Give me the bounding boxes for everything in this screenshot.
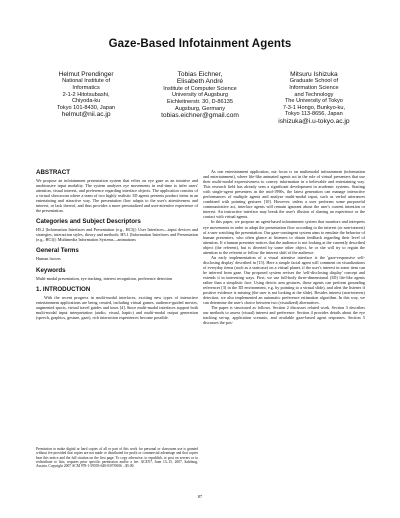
affiliation-line: Graduate School of xyxy=(289,78,338,85)
body-paragraph: An early implementation of a visual attentive interface is the 'gaze-responsive self-disclosing display' described in [15]. Here a simple facial agent will comment on visualizations of everyday items (such as a staircase) on a virtual planet, if the user's interest in some item can be inferred from gaze. Our proposed system revises the 'self-disclosing display' concept and extends it in interesting ways. First, we use full-body three-dimensional (3D) life-like agents rather than a simplistic face. Using deictic arm gestures, those agents can perform grounding references [3] in the 3D environment, e.g. by pointing to a virtual slide), and alert the listener if positive evidence is missing (the user is not looking at the slide). Besides interest (non-interest) detection, we also implemented an automatic preference estimation algorithm. In this way, we can determine the user's choice between two (visualized) alternatives. xyxy=(203,254,365,306)
affiliation-line: National Institute of xyxy=(62,78,111,85)
general-terms-heading: General Terms xyxy=(36,247,79,255)
author-block xyxy=(30,71,370,125)
introduction-heading: 1. INTRODUCTION xyxy=(36,285,91,293)
author-email: helmut@nii.ac.jp xyxy=(61,111,111,119)
body-paragraph: The paper is structured as follows. Section 2 discusses related work. Section 3 describes our methods to assess (visual) interest and preference. Section 4 provides details about the eye tracking set-up, application scenario, and available gaze-based agent responses. Section 5 discusses the pos- xyxy=(203,305,365,326)
page-number: 87 xyxy=(197,494,203,499)
affiliation-line: 7-3-1 Hongo, Bunkyo-ku, xyxy=(282,104,345,111)
left-column xyxy=(36,169,198,320)
affiliation-line: Informatics xyxy=(72,85,100,91)
affiliation-line: 2-1-2 Hitotsubashi, xyxy=(62,91,110,98)
affiliation-line: Chiyoda-ku xyxy=(71,98,101,105)
author-email: tobias.eichner@gmail.com xyxy=(161,112,239,120)
author-name: Mitsuru Ishizuka xyxy=(290,71,338,78)
categories-text: H5.2 [Information Interfaces and Presentation (e.g., HCI)]: User Interfaces—input devices and strategies, interaction styles, theory and methods; H5.1 [Information Interfaces and Presentation (e.g., HCI)]: Multimedia Information Systems—animations xyxy=(36,227,198,243)
keywords-heading: Keywords xyxy=(36,266,66,274)
right-column xyxy=(203,169,365,325)
affiliation-line: Tokyo 101-8430, Japan xyxy=(57,104,116,111)
affiliation-line: Augsburg, Germany xyxy=(174,105,226,112)
author-name: Helmut Prendinger xyxy=(58,71,114,78)
affiliation-line: Tokyo 113-8656, Japan xyxy=(285,111,343,118)
copyright-footnote: Permission to make digital or hard copies of all or part of this work for personal or classroom use is granted without fee provided that copies are not made or distributed for profit or commercial advantage and that copies bear this notice and the full citation on the first page. To copy otherwise, to republish, to post on servers or to redistribute to lists, requires prior specific permission and/or a fee. ACE'07, June 13–15, 2007, Salzburg, Austria. Copyright 2007 ACM 978-1-59593-640-0/07/0006 ...$5.00. xyxy=(36,447,198,469)
affiliation-line: Eichleitnerstr. 30, D-86135 xyxy=(167,99,233,105)
body-paragraph: In this paper, we propose an agent-based infotainment system that monitors and interprets eye movements in order to adapt the presentation flow according to the interest (or non-interest) of a user watching the presentation. Our gaze-contingent system aims to emulate the behavior of human presenters, who often glance at listeners to obtain feedback regarding their level of attention. If a human presenter notices that the audience is not looking at the currently described object (the referent), but is diverted by some other object, he or she will try to regain the attention to the referent or follow the interest shift of the audience. xyxy=(203,219,365,255)
author-1 xyxy=(30,71,142,125)
introduction-text: With the recent progress in multi-modal interfaces, exciting new types of interactive entertainment applications are being created, including virtual games, audience-guided movies, augmented sports, virtual travel guides and tours [4]. Since multi-modal interfaces support both multi-modal input interpretation (audio, visual, haptic) and multi-modal output generation (speech, graphics, gesture, gaze), rich interaction experiences become possible. xyxy=(36,294,198,320)
author-2 xyxy=(144,71,256,125)
general-terms-text: Human factors xyxy=(36,256,61,262)
author-email: ishizuka@i.u-tokyo.ac.jp xyxy=(278,117,350,125)
abstract-text: We propose an infotainment presentation system that relies on eye gaze as an intuitive and unobtrusive input modality. The system analyzes eye movements in real-time to infer users' attention, visual interest, and preference regarding interface objects. The application consists of a virtual showroom where a team of two highly realistic 3D agents presents product items in an entertaining and attractive way. The presentation flow adapts to the user's attentiveness and interest, or lack thereof, and thus provides a more personalized and user-attentive experience of the presentation. xyxy=(36,178,198,214)
affiliation-line: Information Science xyxy=(289,85,339,91)
paper-title: Gaze-Based Infotainment Agents xyxy=(108,38,292,50)
affiliation-line: University of Augsburg xyxy=(172,92,228,99)
abstract-heading: ABSTRACT xyxy=(36,169,71,176)
author-name: Elisabeth André xyxy=(176,78,224,86)
affiliation-line: and Technology xyxy=(294,91,334,98)
keywords-text: Multi-modal presentation, eye tracking, interest recognition, preference detection xyxy=(36,275,173,281)
categories-heading: Categories and Subject Descriptors xyxy=(36,218,141,226)
body-paragraph: As one entertainment application, our focus is on multimodal infotainment (information and entertainment), where life-like animated agents act in the role of virtual presenters that use their multi-modal expressiveness to convey information in a believable and entertaining way. This research field has already seen a significant development in academic systems. Starting with single-agent presenters in the mid-1990s, the latest generation can manage interactive performances of multiple agents and analyze multi-modal input, such as verbal utterances combined with pointing gestures [10]. However, unless a user performs some purposeful communicative act, interface agents will remain ignorant about the user's current intention or interest. An instructive interface may break the user's illusion of sharing an experience or the contact with virtual agents. xyxy=(203,169,365,220)
affiliation-line: The University of Tokyo xyxy=(284,98,343,105)
author-3 xyxy=(258,71,370,125)
author-name: Tobias Eichner, xyxy=(177,71,223,78)
affiliation-line: Institute of Computer Science xyxy=(163,85,237,92)
